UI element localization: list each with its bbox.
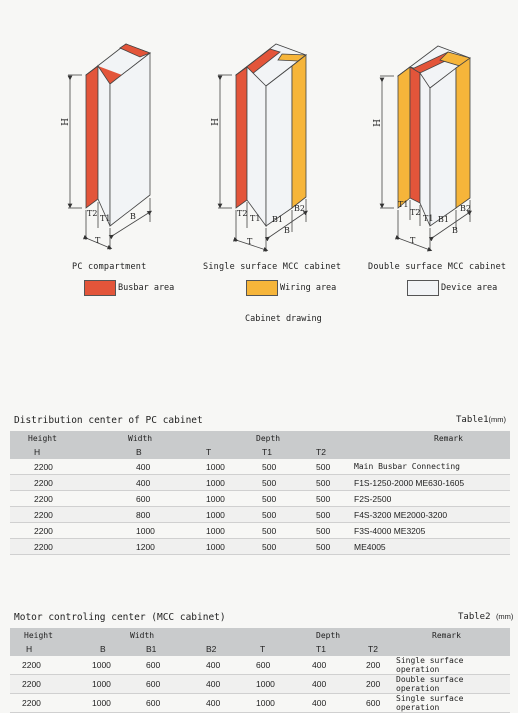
table1-cell-t1: 500 [246,459,302,475]
table1-cell-t: 1000 [176,523,246,539]
t2-h-H: H [10,642,70,656]
t1-h-T2: T2 [302,445,344,459]
d2-t-label: T [247,237,253,246]
d2-b1-label: B1 [272,215,283,224]
table2-row [10,694,510,713]
figure-caption: Cabinet drawing [245,314,322,324]
d1-t1-label: T1 [100,214,111,223]
d2-b-label: B [284,226,290,235]
d3-t-label: T [410,236,416,245]
table1-cell-remark: Main Busbar Connecting [344,459,510,475]
table1-cell-t: 1000 [176,475,246,491]
table2-cell-b1: 600 [126,656,182,675]
table1-cell-t: 1000 [176,491,246,507]
t2-h-remark: Remark [392,628,510,642]
t2-h-T1: T1 [286,642,346,656]
legend-busbar-swatch [84,280,116,296]
table1-cell-t2: 500 [302,475,344,491]
table1-cell-h: 2200 [10,491,86,507]
table1-row [10,507,510,523]
d3-caption: Double surface MCC cabinet [368,262,507,272]
d3-t2-label: T2 [410,208,421,217]
table2-cell-t: 1000 [236,675,286,694]
d3-t1a-label: T1 [398,200,409,209]
table1-row [10,459,510,475]
t1-h-B: B [86,445,176,459]
table2-cell-h: 2200 [10,656,70,675]
table1-cell-t: 1000 [176,507,246,523]
d2-b2-label: B2 [294,204,305,213]
table2-cell-h: 2200 [10,675,70,694]
t2-h-B2: B2 [182,642,236,656]
table2-cell-b2: 400 [182,675,236,694]
table2-row [10,656,510,675]
table2-cell-h: 2200 [10,694,70,713]
table2-row [10,675,510,694]
d1-t2-label: T2 [87,209,98,218]
t2-h-T: T [236,642,286,656]
table1-cell-b: 1000 [86,523,176,539]
d3-height-label: H [372,119,383,127]
t2-h-T2: T2 [346,642,392,656]
table1-cell-b: 600 [86,491,176,507]
table2-cell-b1: 600 [126,675,182,694]
table1-row [10,491,510,507]
t2-h-width: Width [126,628,182,642]
table1-cell-remark: ME4005 [344,539,510,555]
table1-label: Table1(mm) [456,415,507,425]
table1-row [10,475,510,491]
table1-header-row1 [10,431,510,445]
table1-row [10,539,510,555]
table2-cell-b: 1000 [70,694,126,713]
legend-wiring-label: Wiring area [280,283,337,293]
t1-h-T1: T1 [246,445,302,459]
table1-cell-t1: 500 [246,523,302,539]
table1-cell-h: 2200 [10,539,86,555]
table2-cell-t2: 600 [346,694,392,713]
table2-cell-remark: Single surface operation [392,656,510,675]
table1-row [10,523,510,539]
table2-cell-remark: Single surface operation [392,694,510,713]
legend-wiring-swatch [246,280,278,296]
table1-cell-t2: 500 [302,539,344,555]
table1-cell-t1: 500 [246,475,302,491]
table1-cell-remark: F4S-3200 ME2000-3200 [344,507,510,523]
table1 [10,431,510,555]
table2-cell-t2: 200 [346,675,392,694]
d3-b1-label: B1 [438,215,449,224]
table2-cell-t1: 400 [286,675,346,694]
d1-t-label: T [95,236,101,245]
table1-cell-h: 2200 [10,475,86,491]
table2-label: Table2 (mm) [458,612,514,622]
table2-cell-t1: 400 [286,656,346,675]
table1-cell-t2: 500 [302,507,344,523]
table2-cell-t2: 200 [346,656,392,675]
d2-caption: Single surface MCC cabinet [203,262,342,272]
table2-header-row1 [10,628,510,642]
d3-b2-label: B2 [460,204,471,213]
legend-busbar-label: Busbar area [118,283,175,293]
t1-h-width: Width [86,431,176,445]
table1-cell-t2: 500 [302,523,344,539]
table2-cell-b: 1000 [70,675,126,694]
d1-caption: PC compartment [72,262,147,272]
d3-b-label: B [452,226,458,235]
table1-cell-t: 1000 [176,459,246,475]
t2-h-B: B [70,642,126,656]
table1-cell-t2: 500 [302,491,344,507]
table1-cell-t1: 500 [246,491,302,507]
t1-h-H: H [10,445,86,459]
t1-h-T: T [176,445,246,459]
table1-cell-t2: 500 [302,459,344,475]
legend-device-swatch [407,280,439,296]
table2-title: Motor controling center (MCC cabinet) [14,612,226,623]
table1-cell-b: 400 [86,459,176,475]
table1-cell-b: 1200 [86,539,176,555]
table1-cell-t1: 500 [246,507,302,523]
d1-b-label: B [130,212,136,221]
table2-cell-b: 1000 [70,656,126,675]
table1-cell-h: 2200 [10,459,86,475]
table1-cell-h: 2200 [10,523,86,539]
legend-device-label: Device area [441,283,498,293]
table2-header-row2 [10,642,510,656]
table1-cell-remark: F2S-2500 [344,491,510,507]
d2-height-label: H [210,118,221,126]
table1-cell-b: 800 [86,507,176,523]
d2-t2-label: T2 [237,209,248,218]
table1-title: Distribution center of PC cabinet [14,415,203,426]
t1-h-remark: Remark [344,431,510,445]
table1-header-row2 [10,445,510,459]
table1-cell-remark: F3S-4000 ME3205 [344,523,510,539]
t1-h-height: Height [10,431,86,445]
table2-cell-t: 1000 [236,694,286,713]
table1-cell-b: 400 [86,475,176,491]
table2-cell-remark: Double surface operation [392,675,510,694]
t2-h-depth: Depth [286,628,346,642]
table1-cell-t1: 500 [246,539,302,555]
table2-cell-b2: 400 [182,694,236,713]
table2-cell-b1: 600 [126,694,182,713]
t2-h-height: Height [10,628,70,642]
t1-h-depth: Depth [246,431,302,445]
table2-cell-t1: 400 [286,694,346,713]
table2-cell-b2: 400 [182,656,236,675]
d1-height-label: H [60,118,71,126]
drawing-single-surface-mcc [218,44,306,252]
t2-h-B1: B1 [126,642,182,656]
table1-cell-remark: F1S-1250-2000 ME630-1605 [344,475,510,491]
table2-cell-t: 600 [236,656,286,675]
table1-cell-h: 2200 [10,507,86,523]
d2-t1-label: T1 [250,214,261,223]
d3-t1b-label: T1 [423,214,434,223]
table1-cell-t: 1000 [176,539,246,555]
table2 [10,628,510,713]
